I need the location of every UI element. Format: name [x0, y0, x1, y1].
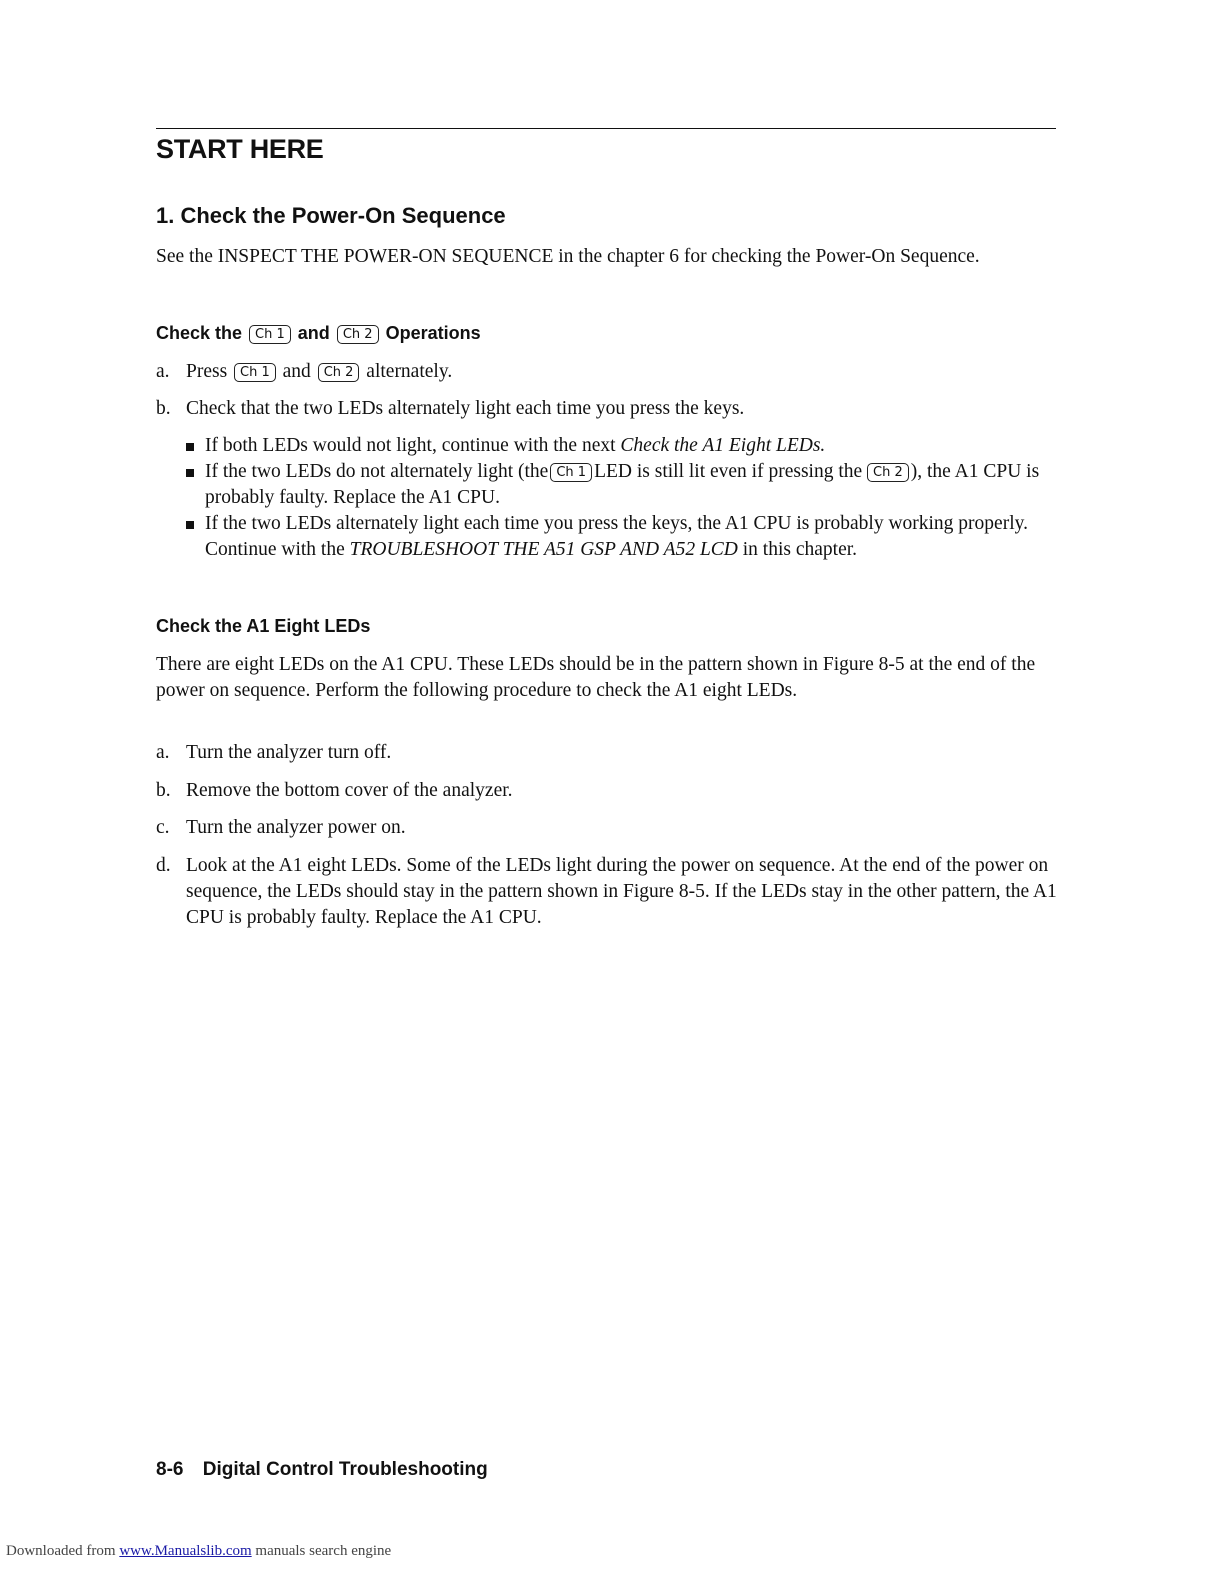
bullet-text: If the two LEDs alternately light each time you press the keys, the A1 CPU is probably working properly. Continue with the [205, 513, 1028, 560]
power-on-paragraph: See the INSPECT THE POWER-ON SEQUENCE in the chapter 6 for checking the Power-On Sequence. [156, 246, 980, 267]
step-label: a. [156, 742, 170, 763]
subheading-eight-leds: Check the A1 Eight LEDs [156, 616, 371, 636]
page-footer [156, 1459, 488, 1481]
step-text: Remove the bottom cover of the analyzer. [186, 780, 513, 801]
download-text: manuals search engine [255, 1543, 392, 1559]
ch1-key: Ch 1 [249, 325, 291, 344]
download-text: Downloaded from [6, 1543, 116, 1559]
step-text: Look at the A1 eight LEDs. Some of the LEDs light during the power on sequence. At the end of the power on sequence, the LEDs should stay in the pattern shown in Figure 8-5. If the LEDs stay in the other pattern, the A1 CPU is probably faulty. Replace the A1 CPU. [186, 855, 1057, 928]
step-text: and [282, 361, 311, 382]
page-number: 8-6 [156, 1459, 184, 1480]
ch2-key: Ch 2 [318, 363, 360, 382]
step-text: Turn the analyzer turn off. [186, 742, 392, 763]
section-heading-power-on: 1. Check the Power-On Sequence [156, 203, 506, 228]
heading-text: and [297, 323, 330, 343]
heading-text: Check the [156, 323, 243, 343]
bullet-square-icon [186, 469, 194, 477]
ch2-key: Ch 2 [867, 463, 909, 482]
bullet-text: ), the A1 CPU is probably faulty. Replace the A1 CPU. [205, 461, 1040, 508]
step-text: Press [186, 361, 228, 382]
bullet-text: in this chapter. [742, 539, 858, 560]
download-notice [6, 1543, 391, 1560]
bullet-text: LED is still lit even if pressing the [594, 461, 863, 482]
step-label: d. [156, 855, 171, 876]
header-rule [156, 128, 1056, 129]
bullet-emphasis: Check the A1 Eight LEDs. [620, 435, 826, 456]
bullet-text: If the two LEDs do not alternately light (the [205, 461, 549, 482]
ch2-key: Ch 2 [337, 325, 379, 344]
ch1-key: Ch 1 [550, 463, 592, 482]
step-label: a. [156, 361, 170, 382]
heading-text: Operations [385, 323, 481, 343]
bullet-square-icon [186, 521, 194, 529]
leds-paragraph: There are eight LEDs on the A1 CPU. These LEDs should be in the pattern shown in Figure 8-5 at the end of the power on sequence. Perform the following procedure to check the A1 eight LEDs. [156, 654, 1036, 701]
step-label: c. [156, 817, 170, 838]
step-label: b. [156, 398, 171, 419]
step-text: alternately. [366, 361, 453, 382]
step-label: b. [156, 780, 171, 801]
chapter-title: Digital Control Troubleshooting [202, 1459, 488, 1480]
bullet-text: If both LEDs would not light, continue with the next [205, 435, 616, 456]
page-title: START HERE [156, 134, 324, 164]
bullet-square-icon [186, 443, 194, 451]
step-text: Turn the analyzer power on. [186, 817, 406, 838]
bullet-emphasis: TROUBLESHOOT THE A51 GSP AND A52 LCD [349, 539, 738, 560]
ch1-key: Ch 1 [234, 363, 276, 382]
subheading-ch-operations [156, 323, 481, 344]
step-text: Check that the two LEDs alternately light each time you press the keys. [186, 398, 745, 419]
manualslib-link[interactable]: www.Manualslib.com [119, 1543, 252, 1559]
